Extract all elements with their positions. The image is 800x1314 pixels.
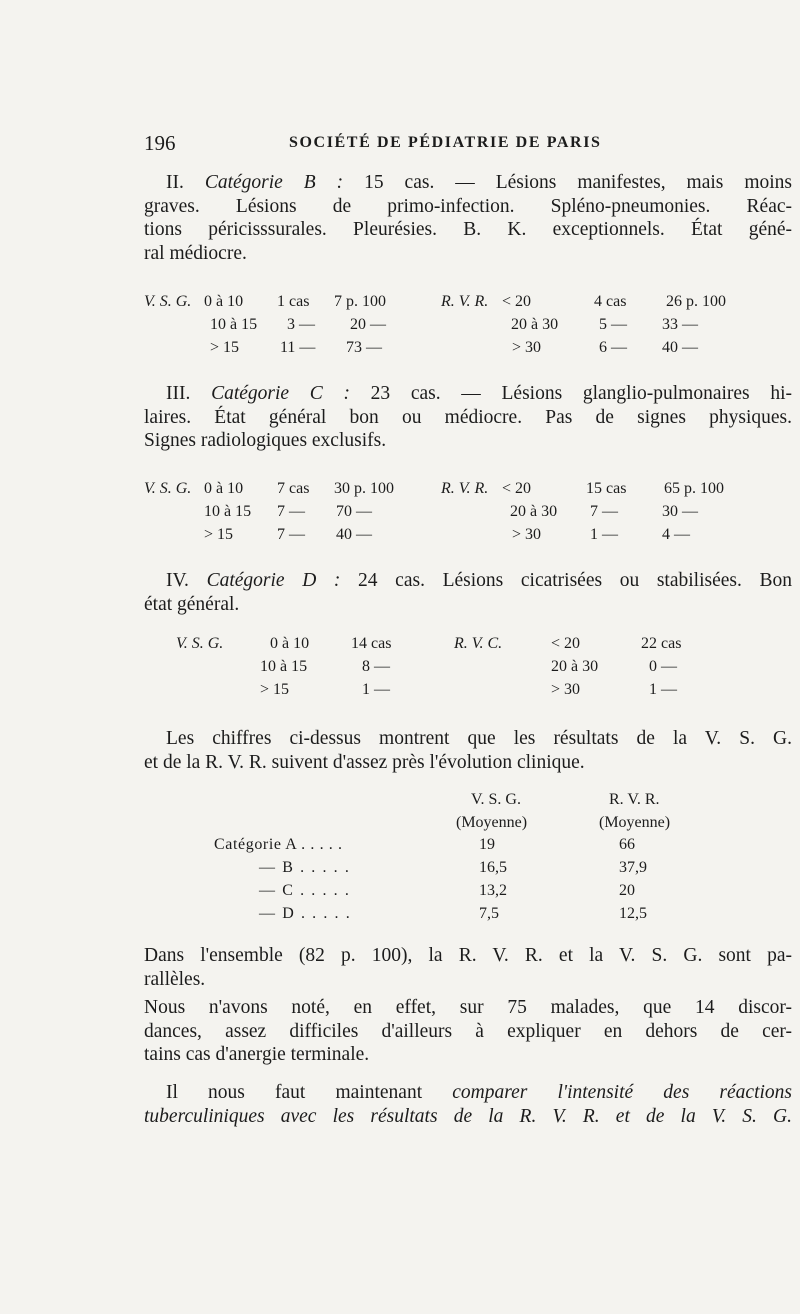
averages-table: [144, 791, 794, 921]
text-line: III. Catégorie C : 23 cas. — Lésions glanglio-pulmonaires hi-: [166, 383, 793, 404]
table-cell: 1 cas: [277, 293, 310, 310]
text-line: tuberculiniques avec les résultats de la R. V. R. et de la V. S. G.: [144, 1105, 792, 1127]
table-cell: > 15: [210, 339, 240, 356]
vsg-label: V. S. G.: [144, 293, 192, 310]
page-header: [144, 131, 794, 157]
rvr-label: R. V. C.: [454, 635, 503, 652]
category-title: Catégorie B :: [204, 172, 344, 193]
text-line: tions péricisssurales. Pleurésies. B. K. exceptionnels. État géné-: [144, 219, 792, 240]
rvr-label: R. V. R.: [441, 480, 489, 497]
rvr-label: R. V. R.: [441, 293, 489, 310]
table-cell: 30 p. 100: [334, 480, 394, 497]
table-category-d: [144, 635, 794, 703]
table-cell: 11 —: [280, 339, 316, 356]
table-cell: 3 —: [287, 316, 315, 333]
table-cell: 20 à 30: [551, 658, 599, 675]
text-line: état général.: [144, 593, 240, 615]
text-line: rallèles.: [144, 968, 206, 990]
table-cell: 8 —: [362, 658, 390, 675]
table-cell: 20 à 30: [510, 503, 558, 520]
table-cell: 1 —: [590, 526, 618, 543]
table-cell: 0 à 10: [204, 293, 244, 310]
table-cell: 40 —: [336, 526, 372, 543]
table-cell: 6 —: [599, 339, 627, 356]
summary-paragraph: [144, 727, 792, 774]
final-paragraph: [144, 1081, 792, 1128]
running-title: SOCIÉTÉ DE PÉDIATRIE DE PARIS: [289, 134, 602, 151]
table-cell: 14 cas: [351, 635, 392, 652]
table-cell: 1 —: [649, 681, 677, 698]
table-cell: 26 p. 100: [666, 293, 726, 310]
text-line: Les chiffres ci-dessus montrent que les résultats de la V. S. G.: [166, 728, 792, 749]
page-number: 196: [144, 131, 176, 155]
table-cell: 4 —: [662, 526, 690, 543]
table-cell: 20 —: [350, 316, 386, 333]
table-cell: < 20: [502, 480, 532, 497]
table-cell: > 30: [512, 526, 542, 543]
table-cell: 40 —: [662, 339, 698, 356]
table-cell: 7,5: [479, 905, 499, 922]
table-cell: 0 à 10: [270, 635, 310, 652]
table-cell: 15 cas: [586, 480, 627, 497]
table-cell: 5 —: [599, 316, 627, 333]
table-cell: 1 —: [362, 681, 390, 698]
table-cell: 73 —: [346, 339, 382, 356]
text-line: Signes radiologiques exclusifs.: [144, 430, 387, 451]
text-line: II. Catégorie B : 15 cas. — Lésions manifestes, mais moins: [166, 172, 793, 193]
table-cell: 20 à 30: [511, 316, 559, 333]
column-header: R. V. R.: [609, 791, 660, 808]
row-label: — B . . . . .: [259, 859, 351, 876]
table-cell: 7 —: [277, 526, 305, 543]
table-cell: 16,5: [479, 859, 507, 876]
discordance-paragraph: [144, 996, 792, 1067]
table-cell: 37,9: [619, 859, 647, 876]
table-cell: 33 —: [662, 316, 698, 333]
section-category-b: [144, 171, 792, 265]
row-label: — D . . . . .: [259, 905, 352, 922]
table-cell: 66: [619, 836, 635, 853]
table-cell: 0 —: [649, 658, 677, 675]
vsg-label: V. S. G.: [144, 480, 192, 497]
text-line: et de la R. V. R. suivent d'assez près l'évolution clinique.: [144, 751, 585, 773]
table-cell: < 20: [502, 293, 532, 310]
row-label: — C . . . . .: [259, 882, 351, 899]
table-cell: > 15: [204, 526, 234, 543]
row-label: Catégorie A . . . . .: [214, 836, 343, 853]
text-line: IV. Catégorie D : 24 cas. Lésions cicatrisées ou stabilisées. Bon: [166, 570, 793, 591]
conclusion-paragraph: [144, 944, 792, 991]
table-cell: 70 —: [336, 503, 372, 520]
text-line: laires. État général bon ou médiocre. Pas de signes physiques.: [144, 406, 792, 428]
text-line: ral médiocre.: [144, 242, 247, 264]
text-line: Dans l'ensemble (82 p. 100), la R. V. R. et la V. S. G. sont pa-: [144, 945, 792, 966]
table-cell: 10 à 15: [204, 503, 252, 520]
text-line: Il nous faut maintenant comparer l'intensité des réactions: [166, 1082, 793, 1103]
column-header: V. S. G.: [471, 791, 521, 808]
table-cell: 22 cas: [641, 635, 682, 652]
table-cell: 13,2: [479, 882, 507, 899]
text-line: dances, assez difficiles d'ailleurs à expliquer en dehors de cer-: [144, 1020, 792, 1042]
table-cell: 4 cas: [594, 293, 627, 310]
text-line: graves. Lésions de primo-infection. Spléno-pneumonies. Réac-: [144, 195, 792, 217]
table-cell: 7 —: [277, 503, 305, 520]
table-cell: 65 p. 100: [664, 480, 724, 497]
vsg-label: V. S. G.: [176, 635, 224, 652]
text-line: tains cas d'anergie terminale.: [144, 1044, 370, 1065]
table-cell: 7 p. 100: [334, 293, 386, 310]
column-subheader: (Moyenne): [456, 814, 528, 831]
category-title: Catégorie C :: [211, 383, 350, 404]
table-cell: 0 à 10: [204, 480, 244, 497]
table-cell: > 30: [551, 681, 581, 698]
table-cell: 30 —: [662, 503, 698, 520]
column-subheader: (Moyenne): [599, 814, 671, 831]
table-cell: > 15: [260, 681, 290, 698]
table-cell: 10 à 15: [210, 316, 258, 333]
text-line: Nous n'avons noté, en effet, sur 75 malades, que 14 discor-: [144, 997, 792, 1018]
table-cell: 12,5: [619, 905, 647, 922]
table-category-c: [144, 480, 794, 548]
table-cell: 20: [619, 882, 635, 899]
table-cell: < 20: [551, 635, 581, 652]
table-cell: 19: [479, 836, 495, 853]
table-cell: 7 cas: [277, 480, 310, 497]
section-category-d: [144, 569, 792, 616]
category-title: Catégorie D :: [206, 570, 341, 591]
table-cell: > 30: [512, 339, 542, 356]
section-category-c: [144, 382, 792, 453]
table-cell: 7 —: [590, 503, 618, 520]
table-category-b: [144, 293, 794, 361]
table-cell: 10 à 15: [260, 658, 308, 675]
